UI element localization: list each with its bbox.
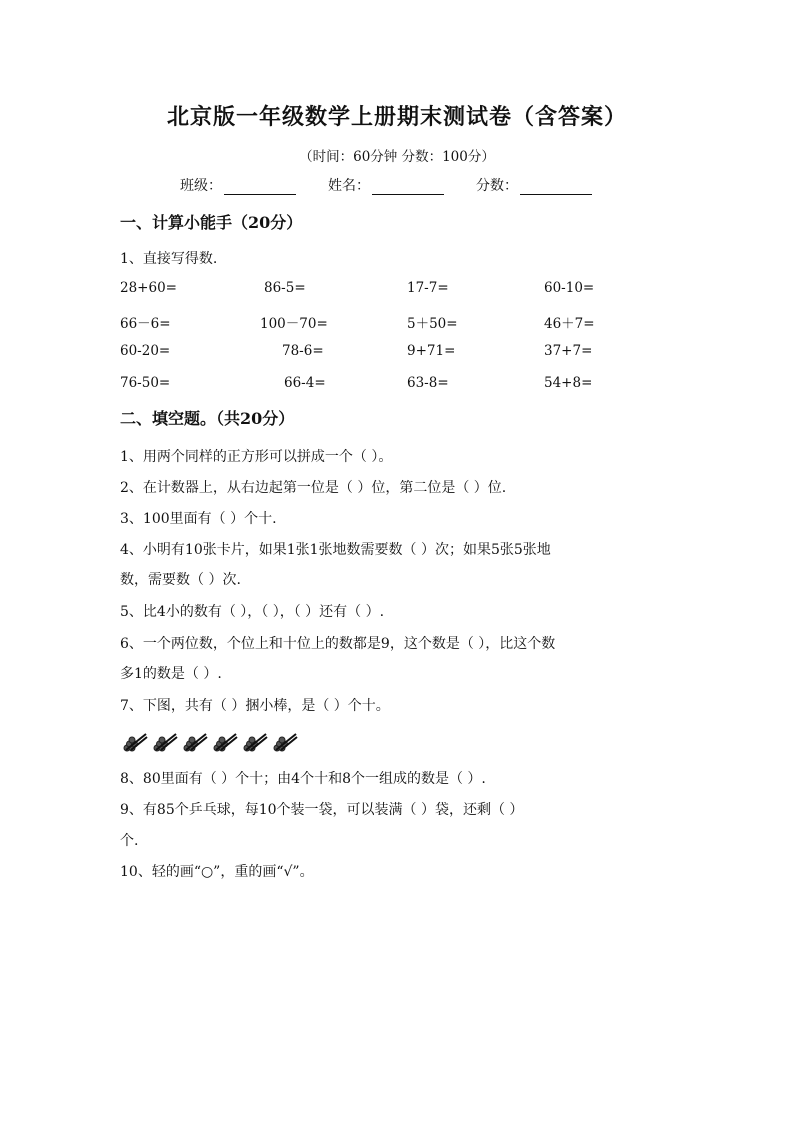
fill-question-9: 9、有85个乒乓球，每10个装一袋，可以装满（ ）袋，还剩（ ） bbox=[120, 802, 524, 818]
stick-bundles bbox=[120, 728, 298, 756]
fill-question-1: 1、用两个同样的正方形可以拼成一个（ ）。 bbox=[120, 449, 393, 465]
fill-question-6-cont: 多1的数是（ ）. bbox=[120, 666, 222, 682]
arithmetic-item: 100－70= bbox=[260, 315, 328, 332]
arithmetic-row bbox=[120, 375, 680, 407]
name-label: 姓名： bbox=[328, 178, 370, 194]
arithmetic-item: 37+7= bbox=[544, 343, 593, 359]
arithmetic-item: 66－6= bbox=[120, 315, 171, 332]
arithmetic-item: 5＋50= bbox=[407, 315, 458, 332]
stick-bundle-icon bbox=[210, 728, 238, 756]
fill-question-7: 7、下图，共有（ ）捆小棒，是（ ）个十。 bbox=[120, 698, 390, 714]
arithmetic-item: 60-20= bbox=[120, 343, 171, 359]
arithmetic-item: 78-6= bbox=[282, 343, 324, 359]
arithmetic-item: 46＋7= bbox=[544, 315, 595, 332]
stick-bundle-icon bbox=[240, 728, 268, 756]
page-title: 北京版一年级数学上册期末测试卷（含答案） bbox=[166, 104, 627, 130]
section2-heading: 二、填空题。（共20分） bbox=[120, 409, 295, 428]
stick-bundle-icon bbox=[180, 728, 208, 756]
fill-question-5: 5、比4小的数有（ ），（ ），（ ）还有（ ）. bbox=[120, 604, 385, 620]
section1-heading: 一、计算小能手（20分） bbox=[120, 213, 303, 232]
section1-question-1: 1、直接写得数. bbox=[120, 251, 218, 267]
arithmetic-grid bbox=[120, 280, 680, 406]
exam-meta: （时间：60分钟 分数：100分） bbox=[299, 149, 495, 165]
fill-question-3: 3、100里面有（ ）个十. bbox=[120, 511, 277, 527]
arithmetic-item: 66-4= bbox=[284, 374, 326, 391]
arithmetic-row bbox=[120, 343, 680, 375]
class-label: 班级： bbox=[180, 178, 222, 194]
fill-question-10: 10、轻的画“○”，重的画“√”。 bbox=[120, 864, 314, 880]
arithmetic-item: 28+60= bbox=[120, 280, 177, 296]
class-field bbox=[180, 175, 296, 195]
arithmetic-item: 17-7= bbox=[407, 280, 449, 296]
arithmetic-row bbox=[120, 280, 680, 312]
fill-question-9-cont: 个. bbox=[120, 833, 139, 849]
score-label: 分数： bbox=[476, 178, 518, 194]
arithmetic-item: 9+71= bbox=[407, 343, 456, 359]
arithmetic-item: 54+8= bbox=[544, 374, 593, 391]
arithmetic-row bbox=[120, 312, 680, 344]
arithmetic-item: 60-10= bbox=[544, 280, 595, 296]
arithmetic-item: 86-5= bbox=[264, 280, 306, 296]
stick-bundle-icon bbox=[150, 728, 178, 756]
stick-bundle-icon bbox=[120, 728, 148, 756]
score-blank[interactable] bbox=[520, 179, 592, 195]
fill-question-4: 4、小明有10张卡片，如果1张1张地数需要数（ ）次；如果5张5张地 bbox=[120, 542, 551, 558]
fill-question-4-cont: 数，需要数（ ）次. bbox=[120, 572, 241, 588]
fill-question-6: 6、一个两位数，个位上和十位上的数都是9，这个数是（ ），比这个数 bbox=[120, 636, 556, 652]
arithmetic-item: 76-50= bbox=[120, 374, 171, 391]
name-field bbox=[328, 175, 444, 195]
class-blank[interactable] bbox=[224, 179, 296, 195]
student-info bbox=[180, 175, 592, 195]
score-field bbox=[476, 175, 592, 195]
fill-question-2: 2、在计数器上，从右边起第一位是（ ）位，第二位是（ ）位. bbox=[120, 480, 507, 496]
fill-question-8: 8、80里面有（ ）个十；由4个十和8个一组成的数是（ ）. bbox=[120, 771, 486, 787]
stick-bundle-icon bbox=[270, 728, 298, 756]
arithmetic-item: 63-8= bbox=[407, 374, 449, 391]
name-blank[interactable] bbox=[372, 179, 444, 195]
